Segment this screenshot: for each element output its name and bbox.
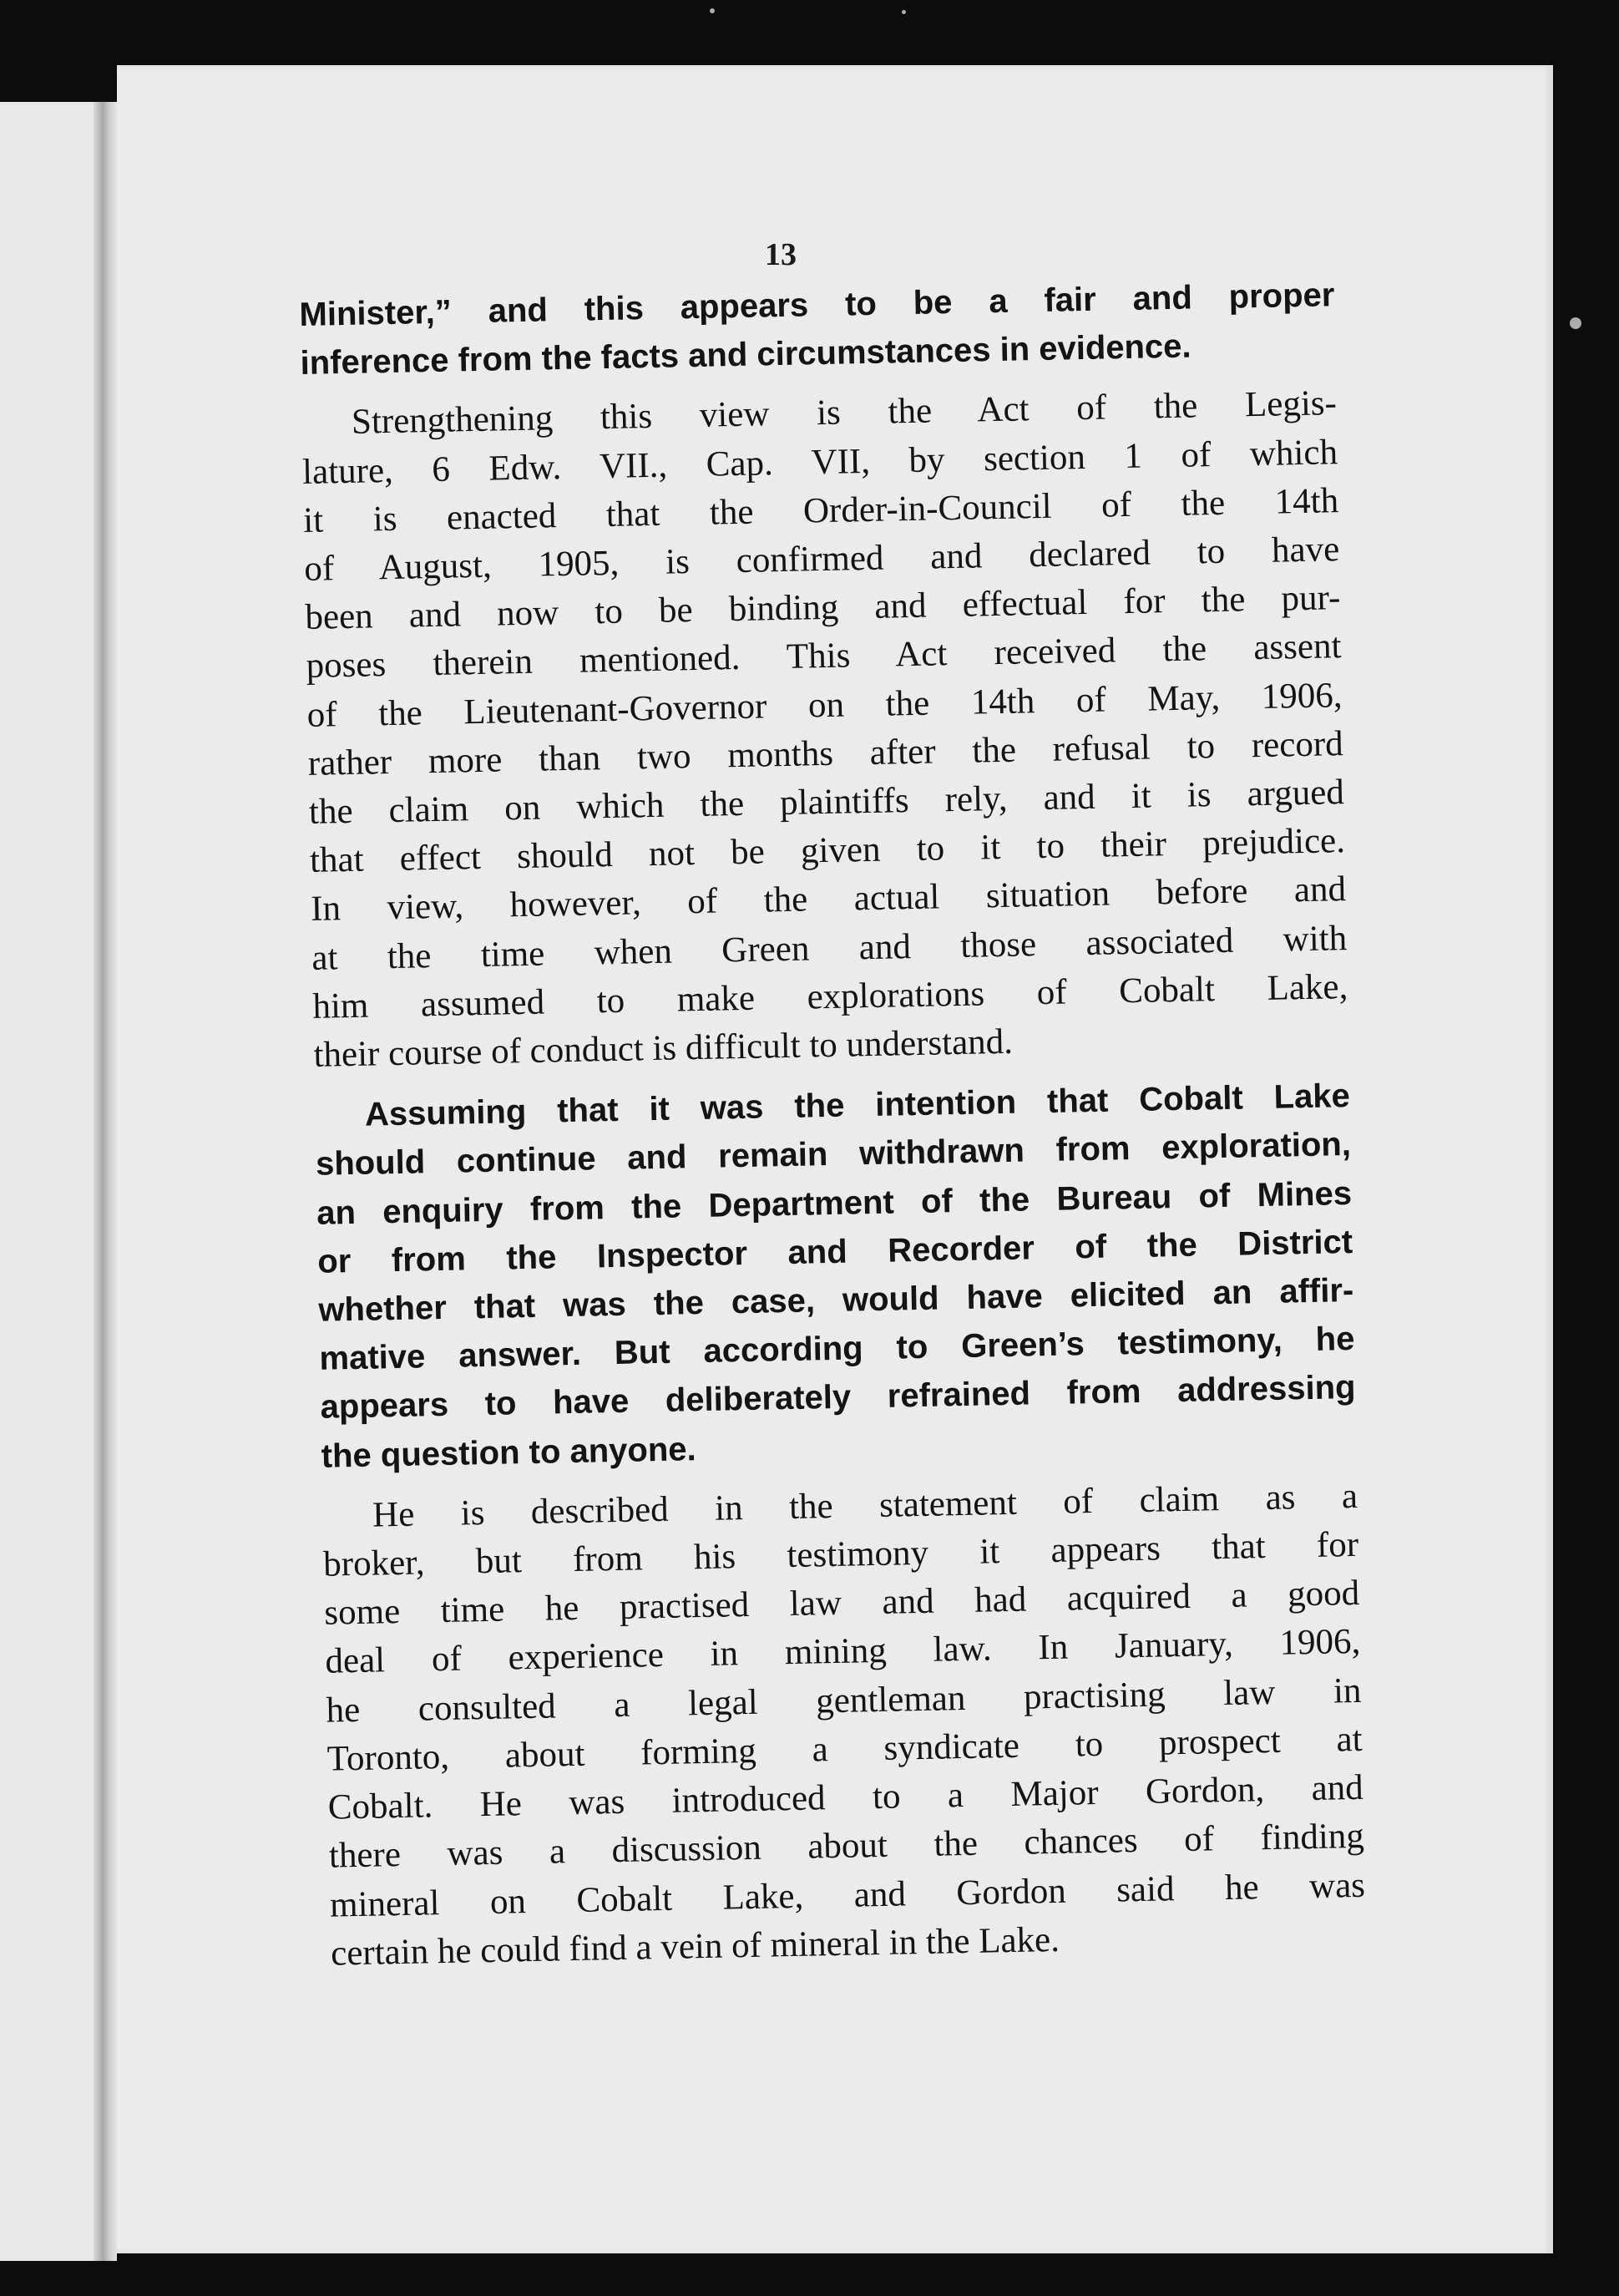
dust-speck <box>902 10 906 14</box>
text-line: lature, 6 Edw. VII., Cap. VII, by section 1 of which <box>301 432 1338 492</box>
text-line: the claim on which the plaintiffs rely, and it is argued <box>308 773 1345 832</box>
paragraph <box>322 1472 1367 1979</box>
text-line: some time he practised law and had acquired a good <box>323 1574 1360 1633</box>
text-line: rather more than two months after the refusal to record <box>307 723 1344 783</box>
text-line: there was a discussion about the chances of finding <box>328 1817 1365 1876</box>
text-line: broker, but from his testimony it appears that for <box>322 1524 1359 1584</box>
text-line: He is described in the statement of claim as a <box>372 1476 1358 1535</box>
text-line: Cobalt. He was introduced to a Major Gordon, and <box>327 1767 1364 1827</box>
paragraph <box>299 271 1336 388</box>
text-line: certain he could find a vein of mineral in the Lake. <box>330 1919 1060 1974</box>
page-number: 13 <box>765 237 797 272</box>
text-line: poses therein mentioned. This Act received the assent <box>306 626 1342 687</box>
text-line: Minister,” and this appears to be a fair and proper <box>299 276 1335 333</box>
text-line: mative answer. But according to Green’s testimony, he <box>319 1320 1355 1378</box>
text-line: Assuming that it was the intention that Cobalt Lake <box>364 1077 1351 1133</box>
text-line: at the time when Green and those associated with <box>311 918 1348 978</box>
document-page <box>117 65 1553 2253</box>
text-line: the question to anyone. <box>321 1430 697 1475</box>
text-line: of August, 1905, is confirmed and declared to have <box>303 530 1340 589</box>
text-line: he consulted a legal gentleman practising law in <box>326 1670 1362 1731</box>
text-line: or from the Inspector and Recorder of the District <box>316 1223 1353 1280</box>
text-line: been and now to be binding and effectual for the pur- <box>305 578 1341 638</box>
text-line: whether that was the case, would have elicited an affir- <box>318 1272 1354 1329</box>
paragraph <box>301 380 1349 1080</box>
text-line: In view, however, of the actual situation before and <box>310 869 1347 930</box>
text-line: Strengthening this view is the Act of the Legis- <box>351 383 1338 443</box>
text-line: appears to have deliberately refrained from addressing <box>320 1369 1356 1427</box>
text-line: an enquiry from the Department of the Bureau of Mines <box>316 1174 1353 1232</box>
text-line: deal of experience in mining law. In January, 1906, <box>325 1622 1361 1682</box>
text-line: mineral on Cobalt Lake, and Gordon said he was <box>329 1865 1366 1925</box>
paragraph <box>314 1072 1357 1480</box>
body-text <box>299 271 1367 1989</box>
book-gutter <box>94 102 117 2261</box>
dust-speck <box>1570 317 1581 329</box>
text-line: their course of conduct is difficult to understand. <box>313 1021 1014 1075</box>
dust-speck <box>710 8 715 13</box>
text-line: should continue and remain withdrawn from exploration, <box>315 1126 1352 1183</box>
text-line: that effect should not be given to it to their prejudice. <box>309 821 1346 881</box>
text-line: him assumed to make explorations of Cobalt Lake, <box>312 966 1348 1026</box>
text-line: it is enacted that the Order-in-Council of the 14th <box>302 480 1339 540</box>
text-line: inference from the facts and circumstances in evidence. <box>300 327 1191 383</box>
text-line: of the Lieutenant-Governor on the 14th of May, 1906, <box>306 675 1343 735</box>
text-line: Toronto, about forming a syndicate to prospect at <box>326 1719 1363 1779</box>
